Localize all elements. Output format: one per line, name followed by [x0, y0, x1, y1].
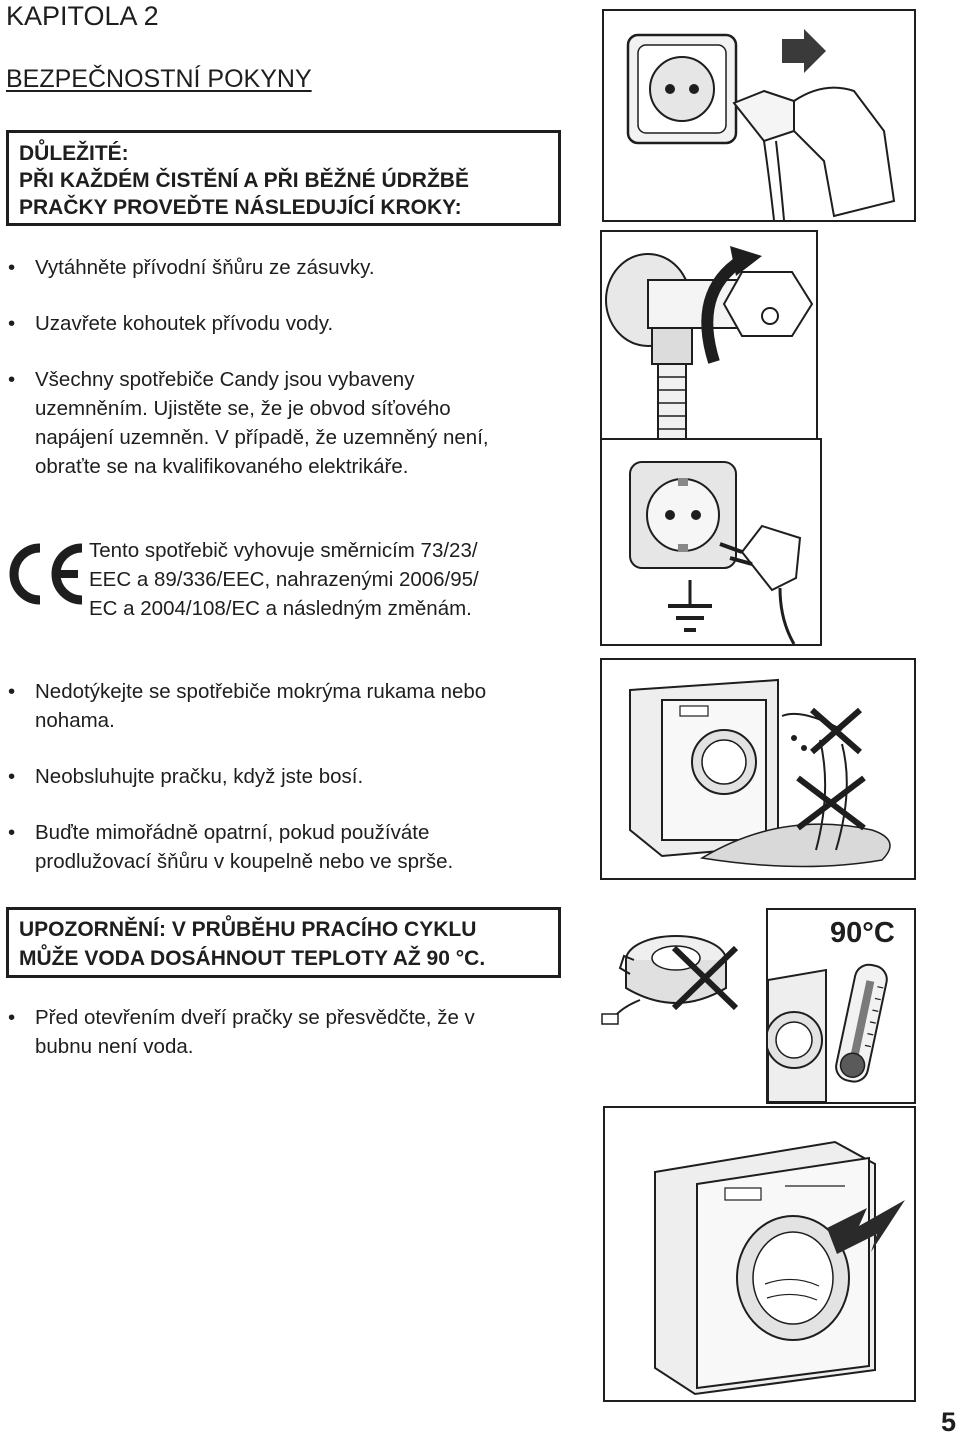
bullet-text: Buďte mimořádně opatrní, pokud používáte: [35, 821, 430, 844]
bullet-text: Před otevřením dveří pračky se přesvědčte, že v: [35, 1006, 475, 1029]
bullet-icon: •: [8, 1006, 16, 1029]
bullet-text: bubnu není voda.: [35, 1035, 194, 1058]
bullet-icon: •: [8, 680, 16, 703]
bullet-text: napájení uzemněn. V případě, že uzemněný není,: [35, 426, 489, 449]
important-line: PRAČKY PROVEĎTE NÁSLEDUJÍCÍ KROKY:: [19, 196, 462, 219]
bullet-text: Vytáhněte přívodní šňůru ze zásuvky.: [35, 256, 375, 279]
chapter-heading: KAPITOLA 2: [6, 1, 159, 31]
bullet-text: prodlužovací šňůru v koupelně nebo ve sprše.: [35, 850, 454, 873]
washer-door-illustration: [603, 1106, 916, 1402]
bullet-text: uzemněním. Ujistěte se, že je obvod síťového: [35, 397, 451, 420]
bullet-text: Všechny spotřebiče Candy jsou vybaveny: [35, 368, 415, 391]
temperature-label: 90°C: [830, 917, 895, 949]
warning-line: MŮŽE VODA DOSÁHNOUT TEPLOTY AŽ 90 °C.: [19, 947, 486, 970]
bullet-text: Uzavřete kohoutek přívodu vody.: [35, 312, 334, 335]
earthed-socket-illustration: [600, 438, 822, 646]
bullet-text: nohama.: [35, 709, 115, 732]
important-box: [6, 130, 561, 226]
bullet-text: obraťte se na kvalifikovaného elektrikáře.: [35, 455, 409, 478]
bullet-text: Nedotýkejte se spotřebiče mokrýma rukama nebo: [35, 680, 487, 703]
warning-line: UPOZORNĚNÍ: V PRŮBĚHU PRACÍHO CYKLU: [19, 918, 477, 941]
wet-hands-washer-illustration: [600, 658, 916, 880]
important-heading: DŮLEŽITÉ:: [19, 142, 129, 165]
warning-box: [6, 907, 561, 978]
bullet-icon: •: [8, 312, 16, 335]
ce-notice-text: EC a 2004/108/EC a následným změnám.: [89, 597, 472, 620]
bullet-text: Neobsluhujte pračku, když jste bosí.: [35, 765, 364, 788]
hot-water-washer-illustration: [766, 908, 916, 1104]
unplug-illustration: [602, 9, 916, 222]
bullet-icon: •: [8, 368, 16, 391]
bullet-icon: •: [8, 256, 16, 279]
extension-reel-illustration: [600, 908, 760, 1038]
ce-logo: [4, 540, 86, 608]
ce-notice-text: EEC a 89/336/EEC, nahrazenými 2006/95/: [89, 568, 479, 591]
section-title: BEZPEČNOSTNÍ POKYNY: [6, 65, 312, 93]
water-tap-illustration: [600, 230, 818, 448]
bullet-icon: •: [8, 821, 16, 844]
important-line: PŘI KAŽDÉM ČISTĚNÍ A PŘI BĚŽNÉ ÚDRŽBĚ: [19, 169, 469, 192]
page-number: 5: [940, 1407, 956, 1437]
bullet-icon: •: [8, 765, 16, 788]
ce-notice-text: Tento spotřebič vyhovuje směrnicím 73/23/: [89, 539, 478, 562]
